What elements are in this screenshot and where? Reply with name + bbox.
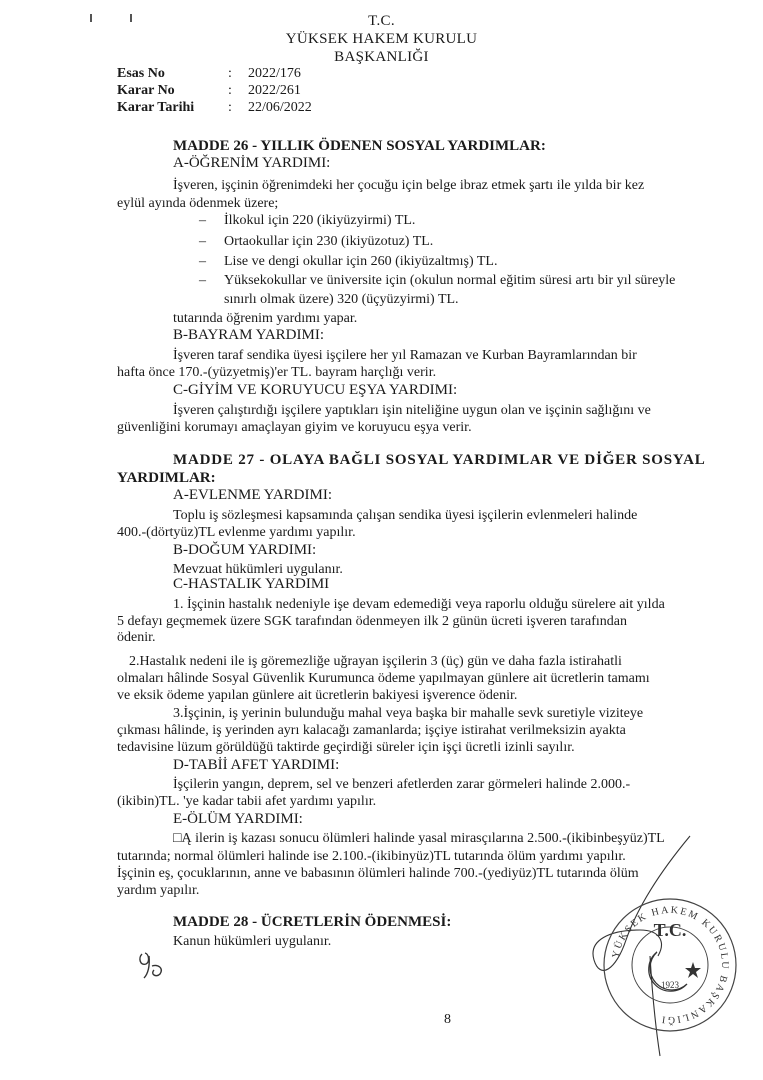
madde-27-d-text-1: İşçilerin yangın, deprem, sel ve benzeri afetlerden zarar görmeleri halinde 2.000.-	[173, 777, 631, 792]
madde-26-c-title: C-GİYİM VE KORUYUCU EŞYA YARDIMI:	[173, 382, 458, 398]
madde-26-c-text-1: İşveren çalıştırdığı işçilere yaptıkları işin niteliğine uygun olan ve işçinin sağlığını ve	[173, 403, 651, 418]
official-stamp	[595, 880, 745, 1050]
esas-no-value: 2022/176	[248, 66, 301, 81]
madde-26-c-text-2: güvenliğini korumayı amaçlayan giyim ve koruyucu eşya verir.	[117, 420, 472, 435]
list-dash: –	[199, 234, 206, 249]
header-institution: YÜKSEK HAKEM KURULU	[285, 31, 478, 47]
madde-27-c3-line-3: tedavisine lüzum görüldüğü taktirde geçirdiği süreler için işçi ücretli izinli sayılır.	[117, 740, 575, 755]
madde-27-a-text-1: Toplu iş sözleşmesi kapsamında çalışan sendika üyesi işçilerin evlenmeleri halinde	[173, 508, 638, 523]
list-item: Yüksekokullar ve üniversite için (okulun normal eğitim süresi artı bir yıl süreyle	[224, 273, 676, 288]
list-dash: –	[199, 273, 206, 288]
karar-no-label: Karar No	[117, 83, 175, 98]
madde-26-b-title: B-BAYRAM YARDIMI:	[173, 327, 324, 343]
madde-27-title-1: MADDE 27 - OLAYA BAĞLI SOSYAL YARDIMLAR VE DİĞER SOSYAL	[173, 452, 706, 468]
list-item: Ortaokullar için 230 (ikiyüzotuz) TL.	[224, 234, 434, 249]
madde-28-title: MADDE 28 - ÜCRETLERİN ÖDENMESİ:	[173, 914, 452, 930]
esas-no-colon: :	[228, 66, 232, 81]
madde-27-b-text: Mevzuat hükümleri uygulanır.	[173, 562, 343, 577]
list-item: İlkokul için 220 (ikiyüzyirmi) TL.	[224, 213, 416, 228]
madde-27-c1-line-2: 5 defayı geçmemek üzere SGK tarafından ödenmeyen ilk 2 günün ücreti işveren tarafından	[117, 614, 628, 629]
madde-27-title-2: YARDIMLAR:	[117, 470, 216, 486]
madde-26-a-title: A-ÖĞRENİM YARDIMI:	[173, 155, 331, 171]
madde-27-e-title: E-ÖLÜM YARDIMI:	[173, 811, 303, 827]
list-dash: –	[199, 213, 206, 228]
stamp-ring-text: YÜKSEK HAKEM KURULU BAŞKANLIĞI	[610, 904, 731, 1026]
handwritten-initials	[136, 944, 170, 984]
madde-27-a-text-2: 400.-(dörtyüz)TL evlenme yardımı yapılır.	[117, 525, 356, 540]
madde-27-c-title: C-HASTALIK YARDIMI	[173, 576, 330, 592]
stamp-center-text: T.C.	[653, 920, 687, 940]
madde-27-c2-line-3: ve eksik ödeme yapılan günlere ait ücretlerin bakiyesi işverence ödenir.	[117, 688, 518, 703]
list-dash: –	[199, 254, 206, 269]
esas-no-label: Esas No	[117, 66, 165, 81]
madde-27-d-title: D-TABİİ AFET YARDIMI:	[173, 757, 340, 773]
madde-26-title: MADDE 26 - YILLIK ÖDENEN SOSYAL YARDIMLAR:	[173, 138, 546, 154]
stamp-year: 1923	[661, 980, 679, 990]
madde-26-a-end: tutarında öğrenim yardımı yapar.	[173, 311, 358, 326]
madde-26-a-text-2: eylül ayında ödenmek üzere;	[117, 196, 279, 211]
madde-26-a-text-1: İşveren, işçinin öğrenimdeki her çocuğu için belge ibraz etmek şartı ile yılda bir kez	[173, 178, 645, 193]
madde-28-text: Kanun hükümleri uygulanır.	[173, 934, 332, 949]
karar-tarihi-colon: :	[228, 100, 232, 115]
page-number: 8	[444, 1012, 451, 1027]
list-item: Lise ve dengi okullar için 260 (ikiyüzaltmış) TL.	[224, 254, 498, 269]
madde-27-c1-line-1: 1. İşçinin hastalık nedeniyle işe devam edemediği veya raporlu olduğu sürelere ait yılda	[173, 597, 665, 612]
madde-26-b-text-2: hafta önce 170.-(yüzyetmiş)'er TL. bayram harçlığı verir.	[117, 365, 437, 380]
list-item-continued: sınırlı olmak üzere) 320 (üçyüzyirmi) TL.	[224, 292, 459, 307]
header-tc: T.C.	[368, 13, 395, 29]
madde-27-c2-line-1: 2.Hastalık nedeni ile iş göremezliğe uğrayan işçilerin 3 (üç) gün ve daha fazla istirahatli	[129, 654, 622, 669]
madde-27-b-title: B-DOĞUM YARDIMI:	[173, 542, 317, 558]
madde-27-c1-line-3: ödenir.	[117, 630, 156, 645]
madde-27-a-title: A-EVLENME YARDIMI:	[173, 487, 333, 503]
madde-27-c3-line-1: 3.İşçinin, iş yerinin bulunduğu mahal veya başka bir mahalle sevk suretiyle viziteye	[173, 706, 644, 721]
madde-27-c2-line-2: olmaları hâlinde Sosyal Güvenlik Kurumunca ödeme yapılmayan günlere ait ücretlerin tamamı	[117, 671, 650, 686]
madde-27-d-text-2: (ikibin)TL. 'ye kadar tabii afet yardımı yapılır.	[117, 794, 377, 809]
karar-no-colon: :	[228, 83, 232, 98]
star-icon	[685, 962, 701, 978]
header-baskanlik: BAŞKANLIĞI	[334, 49, 429, 65]
karar-tarihi-value: 22/06/2022	[248, 100, 312, 115]
madde-27-e-text-3: İşçinin eş, çocuklarının, anne ve babasının ölümleri halinde 700.-(yediyüz)TL tutarında ölüm	[117, 866, 639, 881]
madde-27-c3-line-2: çıkması hâlinde, iş yerinden ayrı kalacağı zamanlarda; işçiye istirahat verilmeksizin ayakta	[117, 723, 626, 738]
madde-27-e-text-1: □Ą ilerin iş kazası sonucu ölümleri halinde yasal mirasçılarına 2.500.-(ikibinbeşyüz)TL	[173, 831, 665, 846]
madde-26-b-text-1: İşveren taraf sendika üyesi işçilere her yıl Ramazan ve Kurban Bayramlarından bir	[173, 348, 637, 363]
madde-27-e-text-2: tutarında; normal ölümleri halinde ise 2.100.-(ikibinyüz)TL tutarında ölüm yardımı yapılır.	[117, 849, 626, 864]
karar-tarihi-label: Karar Tarihi	[117, 100, 195, 115]
madde-27-e-text-4: yardım yapılır.	[117, 883, 200, 898]
karar-no-value: 2022/261	[248, 83, 301, 98]
